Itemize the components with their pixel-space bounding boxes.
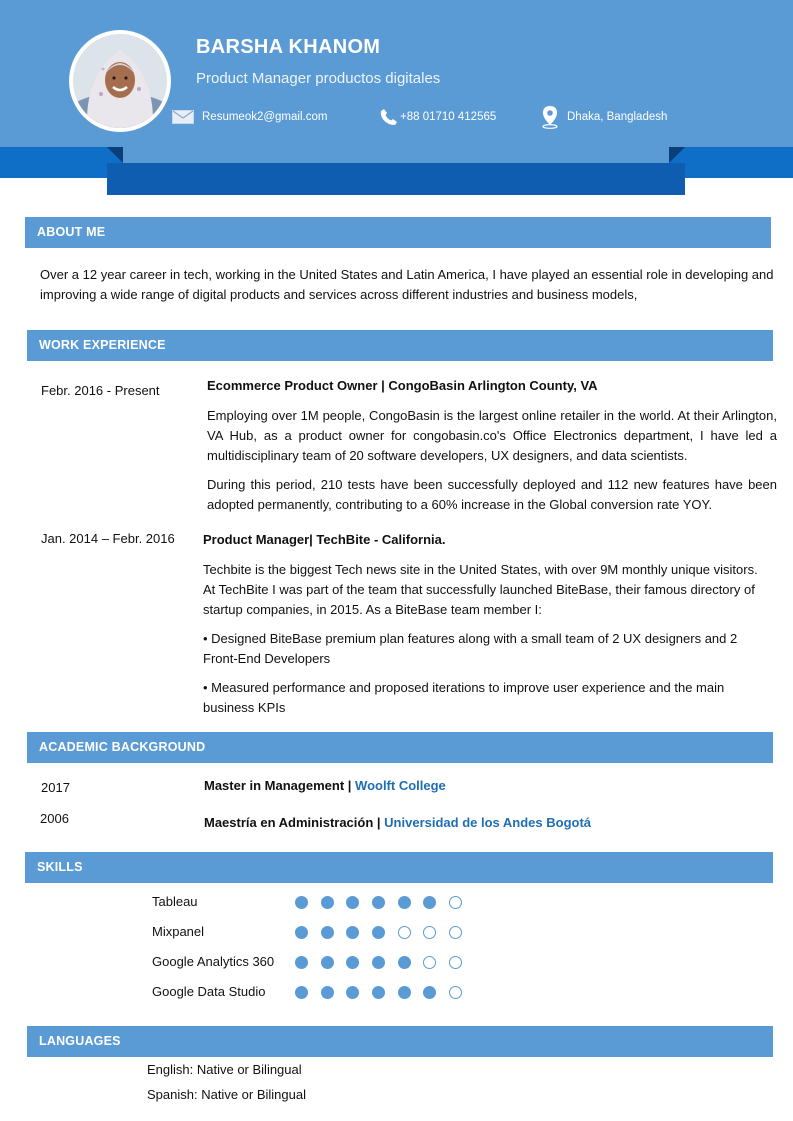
skill-name: Google Data Studio <box>152 984 266 999</box>
education-year: 2017 <box>41 780 70 795</box>
rating-dot-filled <box>295 896 308 909</box>
rating-dot-filled <box>321 926 334 939</box>
contact-email[interactable] <box>172 107 327 127</box>
section-about-heading: ABOUT ME <box>25 217 771 248</box>
rating-dot-filled <box>398 956 411 969</box>
job-bullet: • Measured performance and proposed iterations to improve user experience and the main business KPIs <box>203 680 725 715</box>
education-separator: | <box>373 815 385 830</box>
rating-dot-filled <box>423 896 436 909</box>
rating-dot-filled <box>321 956 334 969</box>
job-dates: Jan. 2014 – Febr. 2016 <box>41 531 175 546</box>
job-role: Ecommerce Product Owner | CongoBasin Arlington County, VA <box>207 378 598 393</box>
contact-location <box>541 105 667 129</box>
avatar <box>69 30 171 132</box>
section-academic-heading: ACADEMIC BACKGROUND <box>27 732 773 763</box>
section-languages-heading: LANGUAGES <box>27 1026 773 1057</box>
rating-dot-filled <box>398 986 411 999</box>
rating-dot-filled <box>346 926 359 939</box>
job-bullet: • Designed BiteBase premium plan features along with a small team of 2 UX designers and 2 Front-End Developers <box>203 631 738 666</box>
ribbon-top <box>123 147 669 163</box>
rating-dot-empty <box>449 896 462 909</box>
location-text: Dhaka, Bangladesh <box>567 111 668 123</box>
ribbon-fold-left <box>107 147 123 163</box>
rating-dot-filled <box>321 986 334 999</box>
job-dates: Febr. 2016 - Present <box>41 383 160 398</box>
ribbon-fold-right <box>669 147 685 163</box>
skill-rating <box>295 896 475 909</box>
candidate-name: BARSHA KHANOM <box>196 36 381 58</box>
about-text: Over a 12 year career in tech, working in the United States and Latin America, I have played an essential role in developing and improving a wide range of digital products and services across different industries and business models, <box>40 267 774 302</box>
section-skills-heading: SKILLS <box>25 852 773 883</box>
education-institution[interactable]: Universidad de los Andes Bogotá <box>384 815 592 830</box>
skill-rating <box>295 986 475 999</box>
candidate-title: Product Manager productos digitales <box>196 70 441 87</box>
skill-rating <box>295 956 475 969</box>
education-degree: Master in Management <box>204 778 345 793</box>
rating-dot-empty <box>449 926 462 939</box>
rating-dot-filled <box>372 926 385 939</box>
education-year: 2006 <box>40 811 69 826</box>
job-paragraph: During this period, 210 tests have been successfully deployed and 112 new features have been adopted permanently, contributing to a 60% increase in the Global conversion rate YOY. <box>207 477 777 512</box>
map-pin-icon <box>541 105 559 129</box>
envelope-icon <box>172 110 194 124</box>
rating-dot-filled <box>372 896 385 909</box>
rating-dot-filled <box>398 896 411 909</box>
rating-dot-filled <box>372 956 385 969</box>
job-paragraph: Employing over 1M people, CongoBasin is the largest online retailer in the world. At their Arlington, VA Hub, as a product owner for congobasin.co's Office Electronics department, I have led a multidisciplinary team of 20 software developers, UX designers, and data scientists. <box>207 408 777 463</box>
rating-dot-filled <box>346 986 359 999</box>
skill-name: Tableau <box>152 894 198 909</box>
rating-dot-empty <box>449 956 462 969</box>
rating-dot-filled <box>295 926 308 939</box>
education-institution[interactable]: Woolft College <box>355 778 446 793</box>
rating-dot-empty <box>423 926 436 939</box>
education-separator: | <box>344 778 356 793</box>
skill-name: Mixpanel <box>152 924 205 939</box>
rating-dot-filled <box>346 896 359 909</box>
ribbon-banner <box>107 163 685 195</box>
rating-dot-filled <box>423 986 436 999</box>
education-degree: Maestría en Administración <box>204 815 374 830</box>
email-text[interactable]: Resumeok2@gmail.com <box>202 111 328 123</box>
rating-dot-filled <box>321 896 334 909</box>
rating-dot-filled <box>372 986 385 999</box>
phone-text[interactable]: +88 01710 412565 <box>400 111 497 123</box>
contact-phone[interactable] <box>380 107 496 127</box>
education-entry <box>204 776 446 796</box>
skill-name: Google Analytics 360 <box>152 954 275 969</box>
skill-rating <box>295 926 475 939</box>
rating-dot-empty <box>423 956 436 969</box>
rating-dot-filled <box>295 956 308 969</box>
rating-dot-empty <box>449 986 462 999</box>
job-role: Product Manager| TechBite - California. <box>203 532 446 547</box>
job-paragraph: Techbite is the biggest Tech news site in the United States, with over 9M monthly unique visitors. At TechBite I was part of the team that successfully launched BiteBase, their famous directory of startup companies, in 2015. As a BiteBase team member I: <box>203 562 758 617</box>
language-item: English: Native or Bilingual <box>147 1062 302 1077</box>
section-work-heading: WORK EXPERIENCE <box>27 330 773 361</box>
language-item: Spanish: Native or Bilingual <box>147 1087 306 1102</box>
rating-dot-filled <box>295 986 308 999</box>
phone-icon <box>380 108 398 126</box>
rating-dot-filled <box>346 956 359 969</box>
rating-dot-empty <box>398 926 411 939</box>
education-entry <box>204 813 591 833</box>
